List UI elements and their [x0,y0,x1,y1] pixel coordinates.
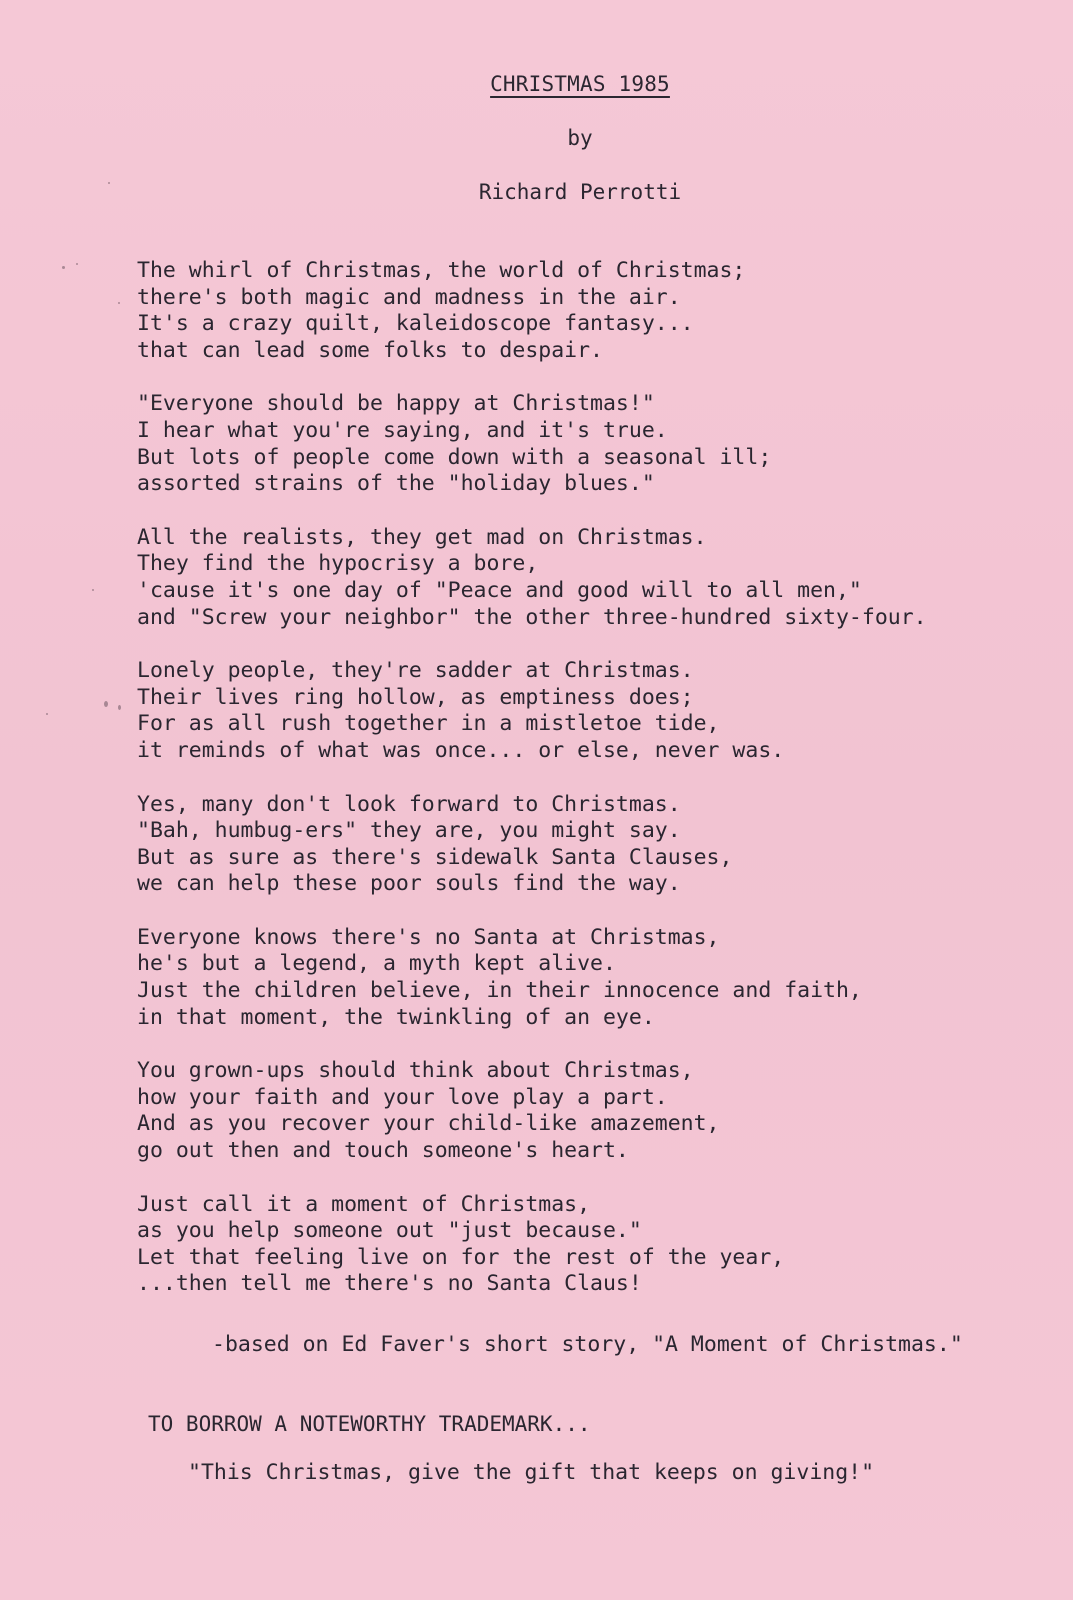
paper-speck [108,182,110,184]
poem-title-text: CHRISTMAS 1985 [490,72,670,96]
paper-speck [118,705,121,710]
stanza-4 [137,658,1037,764]
poem-line: You grown-ups should think about Christmas, [137,1058,694,1084]
stanza-1 [137,258,1037,364]
poem-line: go out then and touch someone's heart. [137,1138,629,1164]
poem-line: Just the children believe, in their innocence and faith, [137,978,862,1004]
poem-line: And as you recover your child-like amazement, [137,1111,720,1137]
poem-line: how your faith and your love play a part. [137,1084,668,1110]
poem-line: It's a crazy quilt, kaleidoscope fantasy... [137,311,694,337]
poem-line: They find the hypocrisy a bore, [137,551,539,577]
poem-line: assorted strains of the "holiday blues." [137,471,655,497]
poem-body [137,258,1037,1325]
poem-line: in that moment, the twinkling of an eye. [137,1004,655,1030]
poem-line: as you help someone out "just because." [137,1218,642,1244]
poem-line: and "Screw your neighbor" the other three-hundred sixty-four. [137,604,927,630]
author-name: Richard Perrotti [478,180,682,204]
attribution-note: -based on Ed Faver's short story, "A Moment of Christmas." [212,1332,963,1357]
poem-line: Lonely people, they're sadder at Christmas. [137,658,694,684]
poem-line: 'cause it's one day of "Peace and good will to all men," [137,577,862,603]
stanza-8 [137,1192,1037,1298]
poem-line: we can help these poor souls find the way. [137,871,681,897]
poem-line: But as sure as there's sidewalk Santa Clauses, [137,844,733,870]
trademark-heading: TO BORROW A NOTEWORTHY TRADEMARK... [148,1412,591,1436]
poem-line: Everyone knows there's no Santa at Christmas, [137,924,720,950]
poem-line: For as all rush together in a mistletoe tide, [137,711,720,737]
poem-title [0,72,1073,96]
poem-line: Yes, many don't look forward to Christmas. [137,791,681,817]
poem-line: there's both magic and madness in the air. [137,284,681,310]
poem-line: "Bah, humbug-ers" they are, you might say. [137,818,681,844]
trademark-quote: "This Christmas, give the gift that keeps on giving!" [188,1460,875,1485]
paper-speck [104,701,108,707]
paper-speck [76,263,78,265]
paper-speck [62,266,65,269]
poem-line: The whirl of Christmas, the world of Christmas; [137,258,746,283]
stanza-3 [137,525,1037,631]
stanza-2 [137,391,1037,497]
stanza-7 [137,1058,1037,1164]
poem-line: But lots of people come down with a seasonal ill; [137,444,772,470]
poem-line: it reminds of what was once... or else, never was. [137,737,785,763]
poem-line: ...then tell me there's no Santa Claus! [137,1271,642,1297]
stanza-6 [137,925,1037,1031]
poem-line: All the realists, they get mad on Christmas. [137,524,707,550]
byline-by: by [567,126,593,150]
paper-speck [118,302,120,304]
poem-line: he's but a legend, a myth kept alive. [137,951,616,977]
poem-line: Let that feeling live on for the rest of the year, [137,1244,785,1270]
poem-line: "Everyone should be happy at Christmas!" [137,391,655,417]
poem-line: that can lead some folks to despair. [137,337,603,363]
stanza-5 [137,792,1037,898]
paper-speck [46,713,48,715]
paper-speck [92,589,94,591]
poem-line: Their lives ring hollow, as emptiness does; [137,684,694,710]
poem-line: Just call it a moment of Christmas, [137,1191,591,1217]
poem-line: I hear what you're saying, and it's true. [137,417,668,443]
